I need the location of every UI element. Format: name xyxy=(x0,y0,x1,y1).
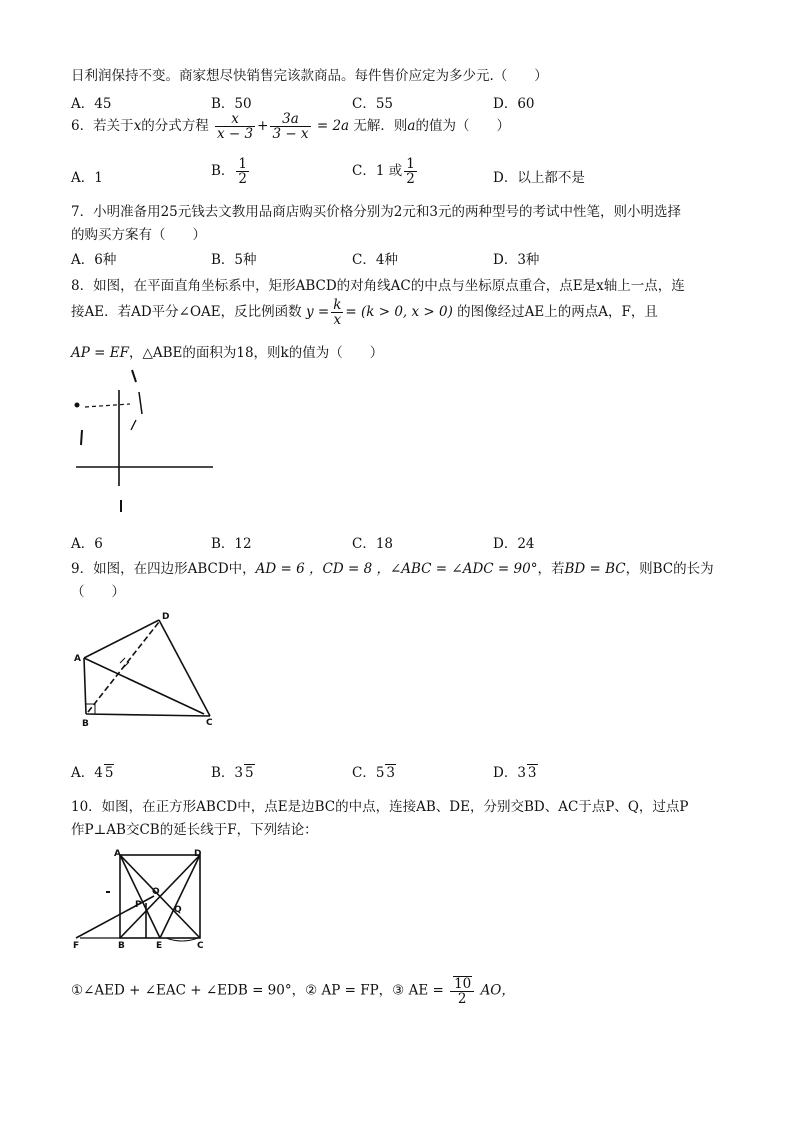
q7-option-a: A．6种 xyxy=(71,252,117,268)
q10-label-d: D xyxy=(194,849,202,859)
q9-option-a: A．4 5 xyxy=(71,765,114,781)
q8-option-a: A．6 xyxy=(71,536,103,552)
q9-label-a: A xyxy=(74,654,81,664)
q10-line-2: 作P⊥AB交CB的延长线于F，下列结论： xyxy=(71,822,318,838)
q6-fraction-1: $\frac{x}{x - 3}$ xyxy=(217,111,254,143)
q6-option-d: D．以上都不是 xyxy=(493,170,585,186)
q8-line-2: 接AE．若AD平分∠OAE，反比例函数 y = $\frac{k}{x}$ = (k > 0, x > 0) 的图像经过AE上的两点A，F，且 xyxy=(71,297,658,329)
q10-line-1: 10．如图，在正方形ABCD中，点E是边BC的中点，连接AB、DE，分别交BD、AC于点P、Q，过点P xyxy=(71,799,689,815)
q10-label-p: P xyxy=(135,900,142,910)
q5-option-b: B．50 xyxy=(211,96,252,112)
q10-label-e: E xyxy=(156,941,163,951)
q9-label-d: D xyxy=(162,612,170,622)
q8-option-b: B．12 xyxy=(211,536,252,552)
q5-option-c: C．55 xyxy=(352,96,394,112)
q7-line-2: 的购买方案有（ ） xyxy=(71,227,206,243)
q7-option-c: C．4种 xyxy=(352,252,398,268)
q9-option-c: C．5 3 xyxy=(352,765,396,781)
q9-figure xyxy=(70,608,220,728)
q10-label-q: Q xyxy=(174,905,182,915)
q10-label-b: B xyxy=(118,941,125,951)
q9-option-d: D．3 3 xyxy=(493,765,537,781)
q8-option-c: C．18 xyxy=(352,536,394,552)
q10-label-o: O xyxy=(152,887,160,897)
q7-option-d: D．3种 xyxy=(493,252,540,268)
q6-option-a: A．1 xyxy=(71,170,103,186)
q10-label-f: F xyxy=(73,941,80,951)
q7-line-1: 7．小明准备用25元钱去文教用品商店购买价格分别为2元和3元的两种型号的考试中性笔，则小明选择 xyxy=(71,204,681,220)
q10-conclusions: ①∠AED + ∠EAC + ∠EDB = 90°，② AP = FP，③ AE = $\frac{10}{2}$ AO， xyxy=(71,976,515,1008)
q10-figure xyxy=(70,848,220,953)
q5-option-d: D．60 xyxy=(493,96,535,112)
q7-option-b: B．5种 xyxy=(211,252,257,268)
q5-text: 日利润保持不变。商家想尽快销售完该款商品。每件售价应定为多少元.（ ） xyxy=(71,68,548,84)
q8-option-d: D．24 xyxy=(493,536,535,552)
q9-line-1: 9．如图，在四边形ABCD中，AD = 6 ，CD = 8 ，∠ABC = ∠ADC = 90°，若BD = BC，则BC的长为 xyxy=(71,561,714,577)
q9-label-c: C xyxy=(206,718,213,728)
q9-line-2: （ ） xyxy=(71,584,125,600)
q8-figure xyxy=(70,368,230,518)
q6-option-c: C．1 或 $\frac{1}{2}$ xyxy=(352,156,415,188)
q6-fraction-2: $\frac{3a}{3 - x}$ xyxy=(272,111,309,143)
q10-label-c: C xyxy=(197,941,204,951)
q8-line-1: 8．如图，在平面直角坐标系中，矩形ABCD的对角线AC的中点与坐标原点重合，点E是x轴上一点，连 xyxy=(71,278,685,294)
q5-option-a: A．45 xyxy=(71,96,112,112)
q6-question: 6．若关于x的分式方程 $\frac{x}{x - 3}$ + $\frac{3a}{3 - x}$ = 2a 无解．则a的值为（ ） xyxy=(71,111,510,143)
q9-label-b: B xyxy=(82,719,89,728)
q8-line-3: AP = EF，△ABE的面积为18，则k的值为（ ） xyxy=(71,345,384,361)
q10-label-a: A xyxy=(114,849,121,859)
q6-option-b: B． $\frac{1}{2}$ xyxy=(211,156,248,188)
q9-option-b: B．3 5 xyxy=(211,765,254,781)
